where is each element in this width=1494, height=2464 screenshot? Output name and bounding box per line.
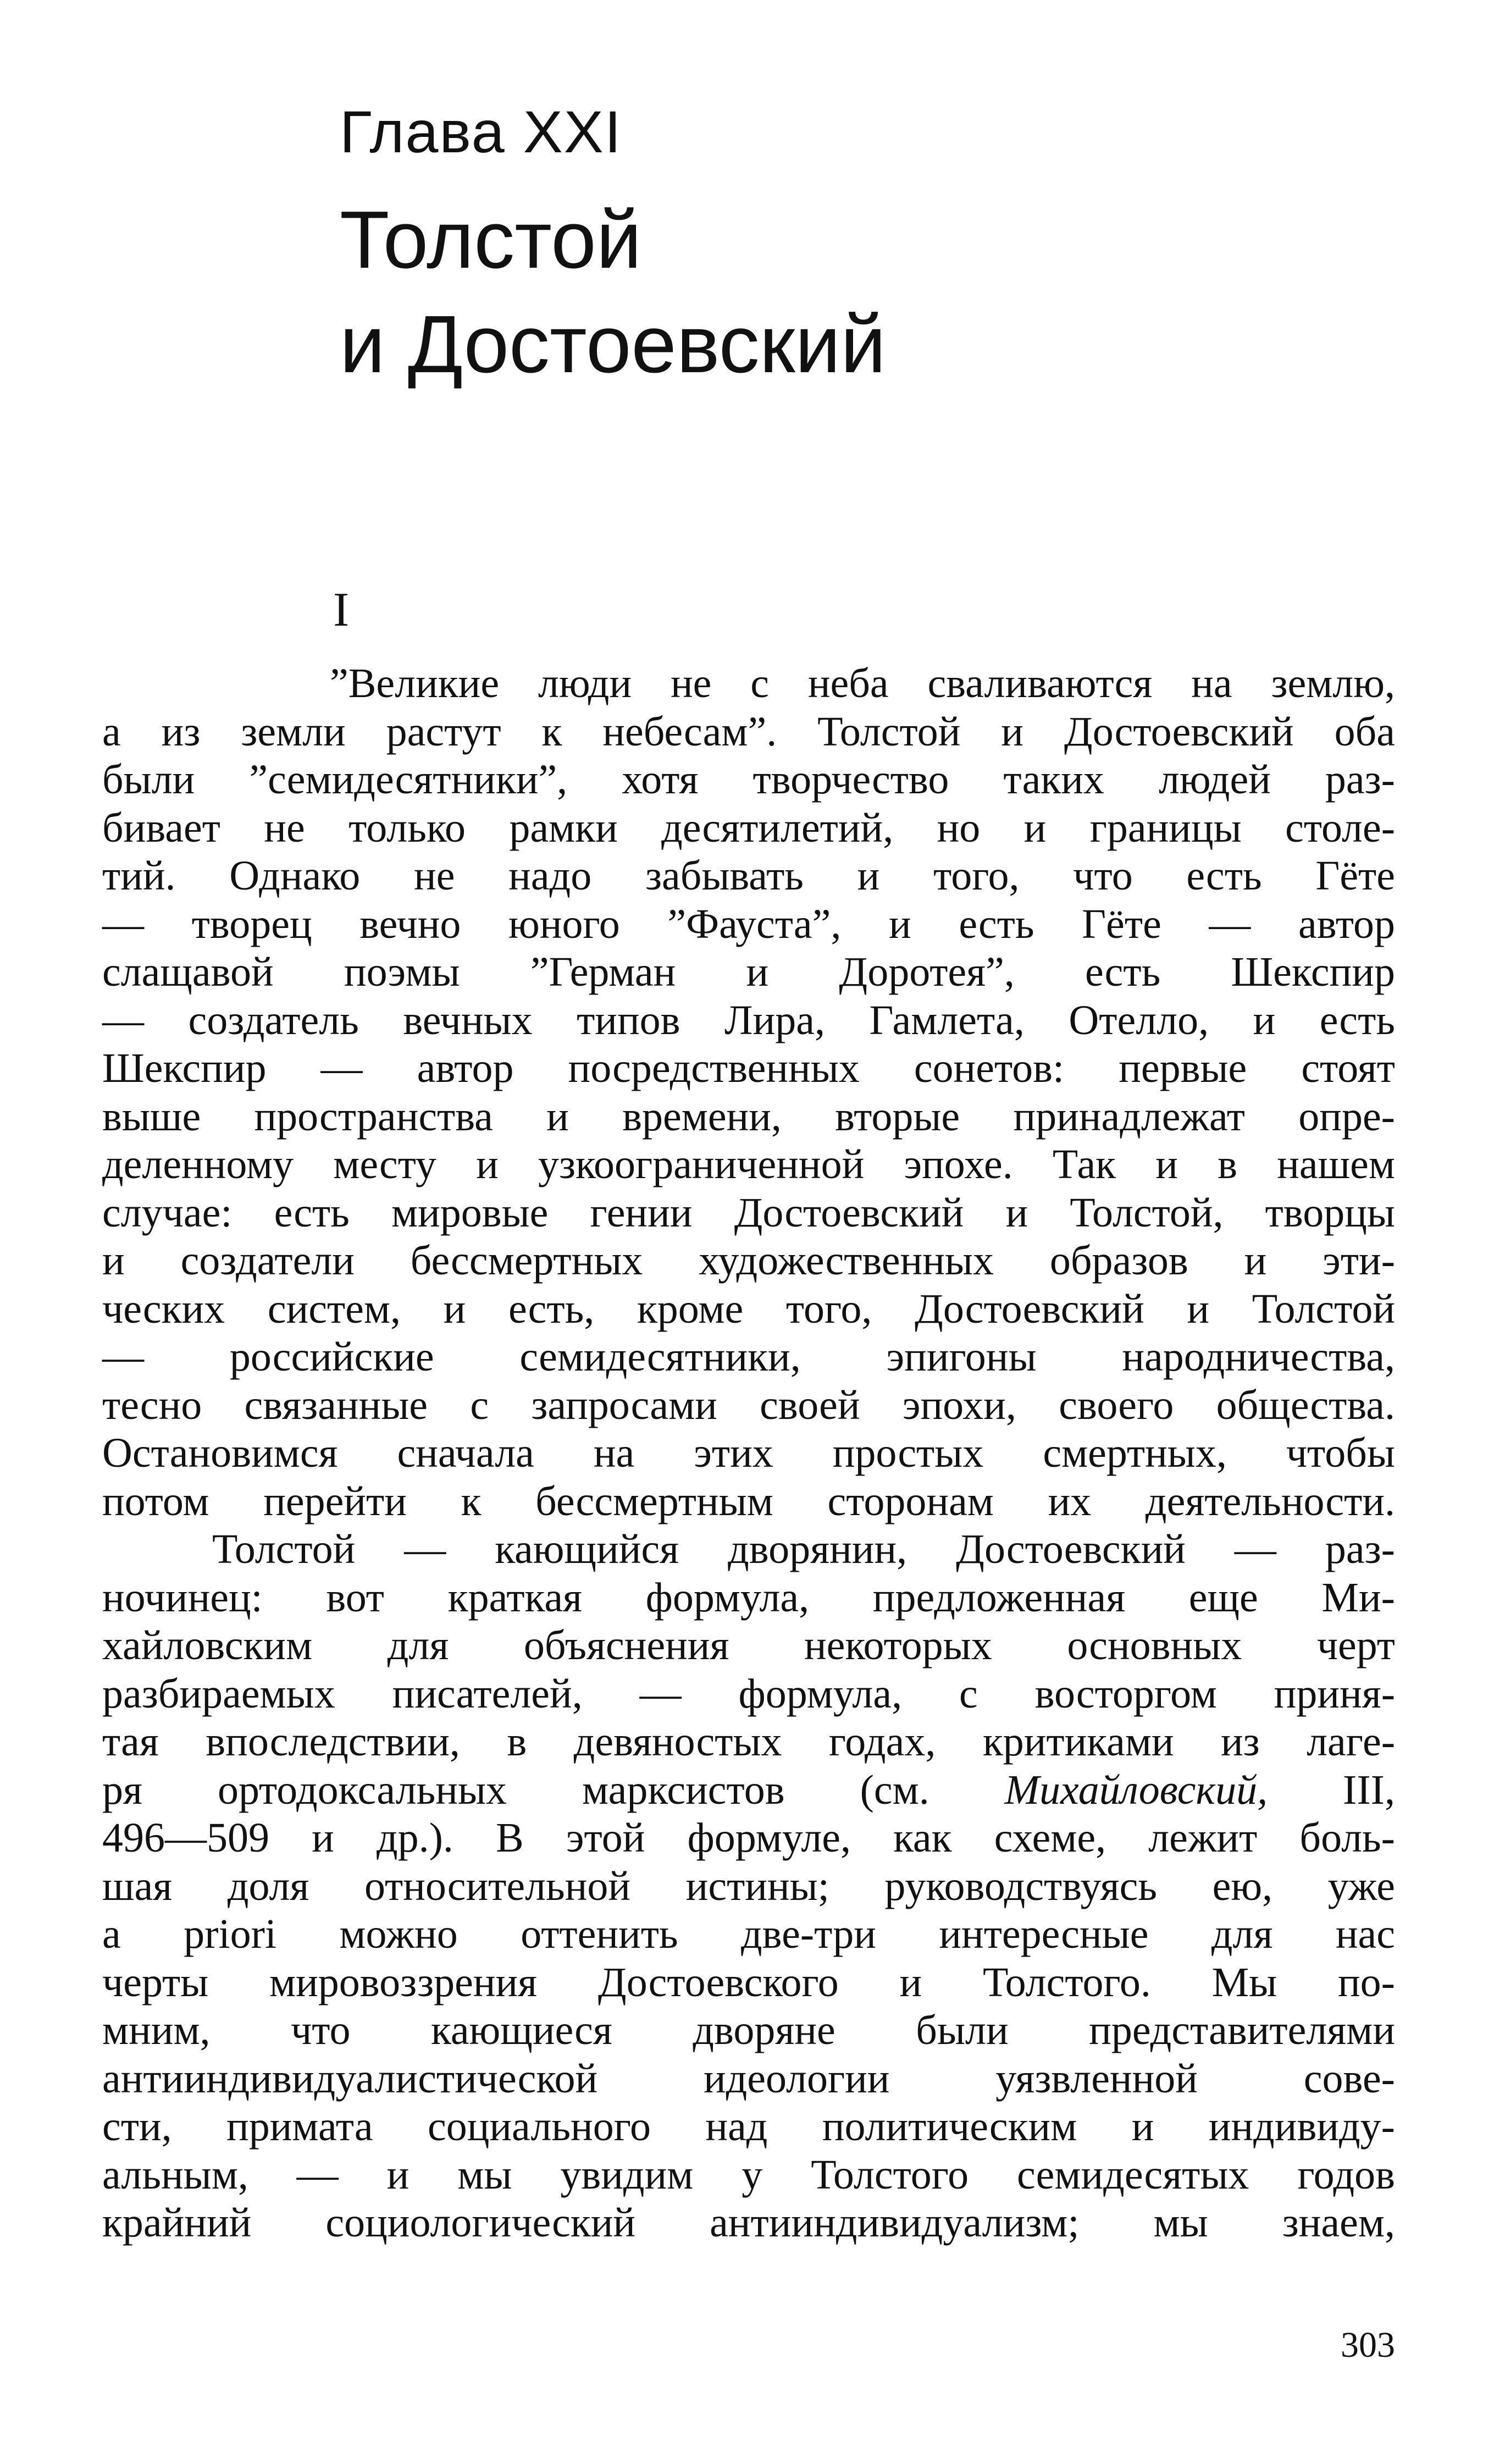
- text-line: Толстой — кающийся дворянин, Достоевский — раз-: [212, 1526, 1395, 1572]
- text-line: тая впоследствии, в девяностых годах, критиками из лаге-: [102, 1719, 1395, 1765]
- text-line: потом перейти к бессмертным сторонам их деятельности.: [102, 1478, 1395, 1524]
- chapter-title-line-2: и Достоевский: [340, 299, 886, 390]
- text-line: шая доля относительной истины; руководствуясь ею, уже: [102, 1863, 1395, 1909]
- text-line: — российские семидесятники, эпигоны народничества,: [102, 1334, 1395, 1380]
- body-text: [102, 660, 1395, 2247]
- text-line: разбираемых писателей, — формула, с восторгом приня-: [102, 1670, 1395, 1717]
- section-number: I: [333, 583, 350, 637]
- text-line: слащавой поэмы ”Герман и Доротея”, есть Шекспир: [102, 949, 1395, 995]
- chapter-title-line-1: Толстой: [340, 195, 642, 285]
- page-number: 303: [1341, 2325, 1395, 2365]
- text-line: Шекспир — автор посредственных сонетов: первые стоят: [102, 1045, 1395, 1091]
- text-line: сти, примата социального над политическим и индивиду-: [102, 2103, 1395, 2150]
- text-line: альным, — и мы увидим у Толстого семидесятых годов: [102, 2151, 1395, 2198]
- text-line: черты мировоззрения Достоевского и Толстого. Мы по-: [102, 1959, 1395, 2006]
- text-line: деленному месту и узкоограниченной эпохе. Так и в нашем: [102, 1141, 1395, 1187]
- text-line: бивает не только рамки десятилетий, но и границы столе-: [102, 804, 1395, 851]
- chapter-title: [340, 188, 886, 397]
- text-line: ночинец: вот краткая формула, предложенная еще Ми-: [102, 1574, 1395, 1621]
- text-line: антииндивидуалистической идеологии уязвленной сове-: [102, 2055, 1395, 2102]
- text-line: крайний социологический антииндивидуализм; мы знаем,: [102, 2200, 1395, 2246]
- text-line: и создатели бессмертных художественных образов и эти-: [102, 1237, 1395, 1284]
- text-line: 496—509 и др.). В этой формуле, как схеме, лежит боль-: [102, 1815, 1395, 1861]
- text-line: тий. Однако не надо забывать и того, что есть Гёте: [102, 853, 1395, 899]
- text-line: были ”семидесятники”, хотя творчество таких людей раз-: [102, 756, 1395, 803]
- text-line: мним, что кающиеся дворяне были представителями: [102, 2007, 1395, 2053]
- text-line: ческих систем, и есть, кроме того, Достоевский и Толстой: [102, 1285, 1395, 1332]
- text-line: — создатель вечных типов Лира, Гамлета, Отелло, и есть: [102, 997, 1395, 1043]
- chapter-label: Глава XXI: [340, 98, 622, 165]
- text-fragment: III,: [1268, 1766, 1395, 1813]
- italic-citation: Михайловский,: [1004, 1766, 1268, 1813]
- text-line: тесно связанные с запросами своей эпохи, своего общества.: [102, 1382, 1395, 1428]
- text-line: случае: есть мировые гении Достоевский и Толстой, творцы: [102, 1189, 1395, 1236]
- text-line: а из земли растут к небесам”. Толстой и Достоевский оба: [102, 708, 1395, 755]
- text-line: — творец вечно юного ”Фауста”, и есть Гёте — автор: [102, 900, 1395, 947]
- paragraph-2: [102, 1526, 1395, 2247]
- paragraph-1: [102, 660, 1395, 1526]
- text-line: a priori можно оттенить две-три интересные для нас: [102, 1911, 1395, 1957]
- text-line: выше пространства и времени, вторые принадлежат опре-: [102, 1093, 1395, 1140]
- text-line: ”Великие люди не с неба сваливаются на землю,: [330, 660, 1395, 706]
- text-line: хайловским для объяснения некоторых основных черт: [102, 1622, 1395, 1669]
- text-line: Остановимся сначала на этих простых смертных, чтобы: [102, 1430, 1395, 1476]
- text-line-with-citation: [102, 1766, 1395, 1815]
- text-fragment: ря ортодоксальных марксистов (см.: [102, 1766, 1005, 1813]
